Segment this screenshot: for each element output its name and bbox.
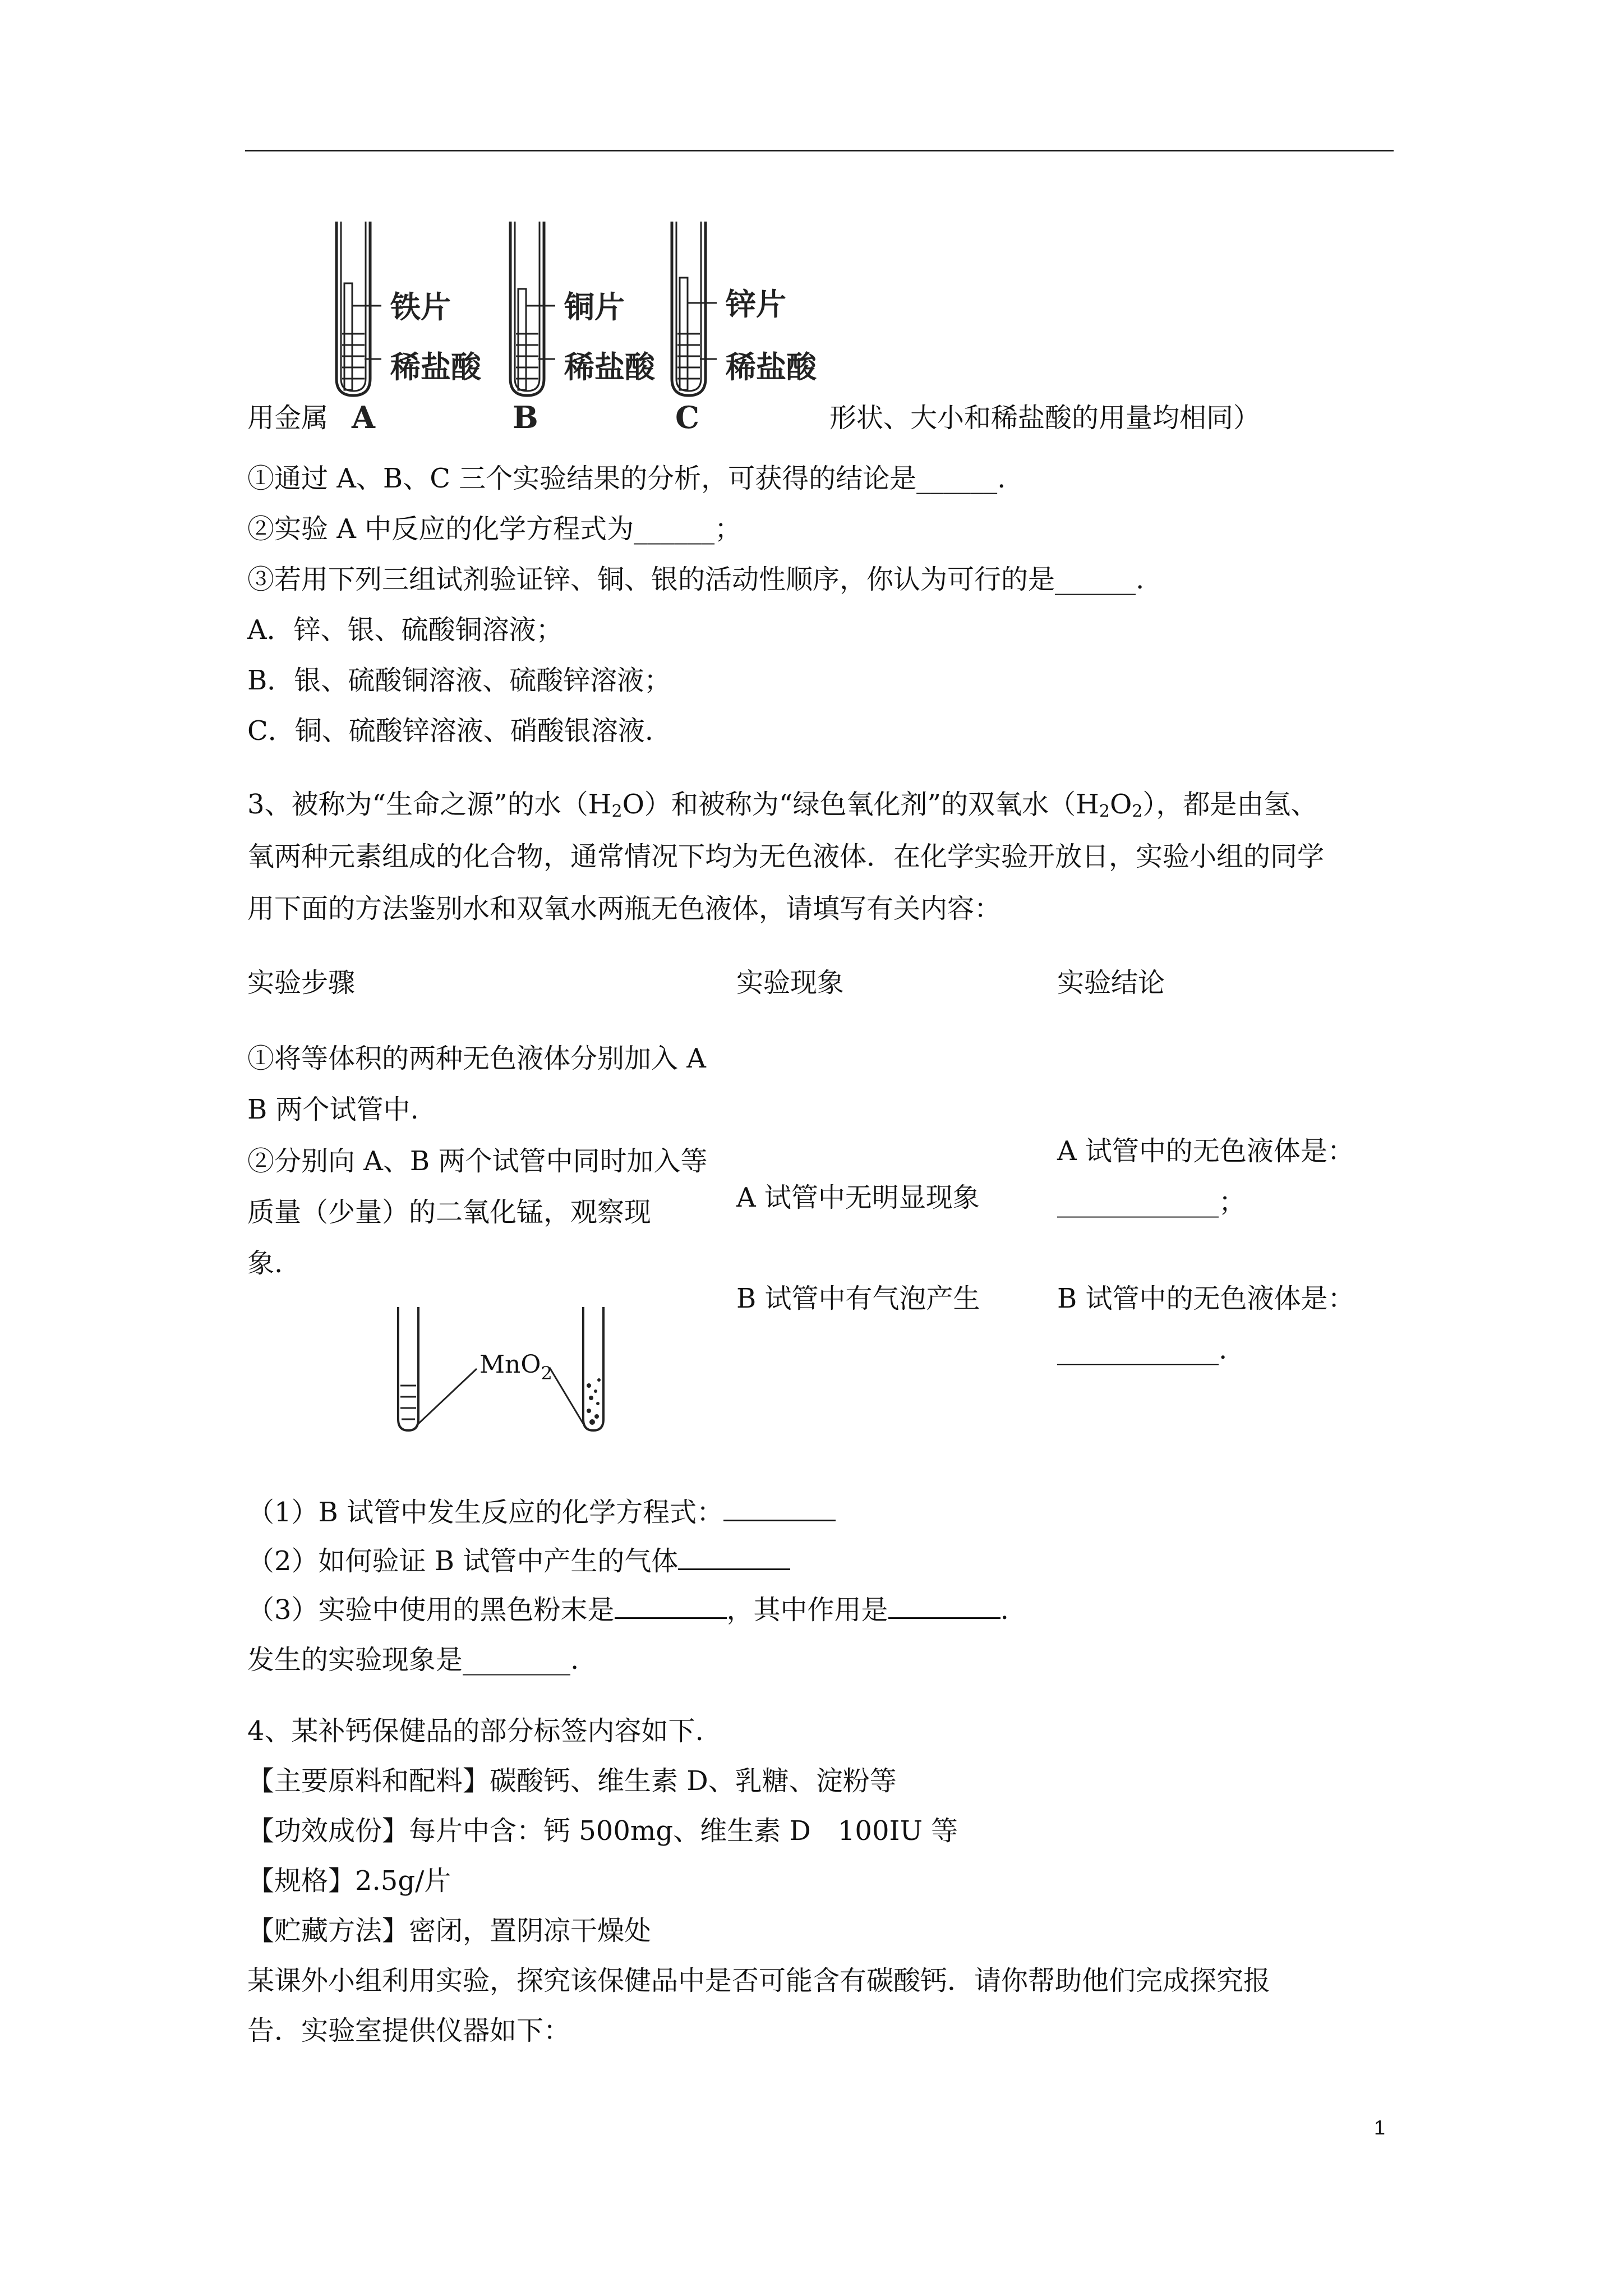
q2-option-b: B．银、硫酸铜溶液、硫酸锌溶液； — [247, 665, 671, 696]
conclusion-a: A 试管中的无色液体是： — [1057, 1135, 1354, 1167]
q2-line0-left: 用金属 — [247, 402, 329, 434]
label-zinc: 锌片 — [726, 287, 786, 322]
letter-c: C — [675, 399, 699, 435]
step-line-5: 象. — [247, 1248, 283, 1279]
sub-question-3: （3）实验中使用的黑色粉末是 ，其中作用是 . — [247, 1593, 1009, 1627]
sub-question-1: （1）B 试管中发生反应的化学方程式： — [247, 1495, 836, 1529]
q4-line2: 【主要原料和配料】碳酸钙、维生素 D、乳糖、淀粉等 — [247, 1765, 897, 1797]
label-acid-a: 稀盐酸 — [390, 349, 481, 385]
conclusion-b-blank: ____________. — [1057, 1334, 1228, 1365]
q4-line1: 4、某补钙保健品的部分标签内容如下. — [247, 1715, 704, 1747]
q4-line5: 【贮藏方法】密闭，置阴凉干燥处 — [247, 1915, 652, 1947]
step-line-2: B 两个试管中. — [247, 1094, 419, 1125]
page-number: 1 — [1374, 2116, 1386, 2139]
q2-line0-right: 形状、大小和稀盐酸的用量均相同） — [829, 402, 1261, 434]
q2-line3: ③若用下列三组试剂验证锌、铜、银的活动性顺序，你认为可行的是______. — [247, 564, 1145, 595]
observation-b: B 试管中有气泡产生 — [736, 1283, 980, 1314]
q4-line4: 【规格】2.5g/片 — [247, 1865, 451, 1897]
sub-question-2: （2）如何验证 B 试管中产生的气体 — [247, 1544, 790, 1578]
blank-3a[interactable] — [615, 1593, 727, 1619]
q2-option-c: C．铜、硫酸锌溶液、硝酸银溶液. — [247, 715, 653, 747]
q3-intro-line2: 氧两种元素组成的化合物，通常情况下均为无色液体．在化学实验开放日，实验小组的同学 — [247, 841, 1325, 872]
blank-2[interactable] — [678, 1544, 790, 1570]
header-observation: 实验现象 — [736, 967, 845, 999]
step-line-1: ①将等体积的两种无色液体分别加入 A — [247, 1043, 706, 1074]
q2-option-a: A．锌、银、硫酸铜溶液； — [247, 614, 563, 646]
label-acid-b: 稀盐酸 — [564, 349, 655, 385]
conclusion-b: B 试管中的无色液体是： — [1057, 1283, 1355, 1314]
letter-b: B — [513, 399, 538, 435]
header-steps: 实验步骤 — [247, 967, 356, 999]
label-copper: 铜片 — [564, 289, 625, 325]
label-iron: 铁片 — [390, 289, 451, 325]
mno2-label: MnO$_2$ — [479, 1350, 552, 1384]
q4-line6: 某课外小组利用实验，探究该保健品中是否可能含有碳酸钙．请你帮助他们完成探究报 — [247, 1965, 1271, 1996]
q3-intro-line3: 用下面的方法鉴别水和双氧水两瓶无色液体，请填写有关内容： — [247, 893, 1002, 924]
blank-1[interactable] — [723, 1495, 836, 1521]
q4-line7: 告．实验室提供仪器如下： — [247, 2015, 571, 2046]
sub-question-4: 发生的实验现象是________. — [247, 1644, 579, 1676]
q2-line1: ①通过 A、B、C 三个实验结果的分析，可获得的结论是______. — [247, 463, 1006, 494]
header-rule — [245, 150, 1394, 151]
step-line-4: 质量（少量）的二氧化锰，观察现 — [247, 1197, 652, 1228]
header-conclusion: 实验结论 — [1057, 967, 1165, 999]
observation-a: A 试管中无明显现象 — [736, 1182, 980, 1213]
step-line-3: ②分别向 A、B 两个试管中同时加入等 — [247, 1145, 708, 1177]
letter-a: A — [352, 399, 375, 435]
conclusion-a-blank: ____________； — [1057, 1186, 1246, 1218]
q2-line2: ②实验 A 中反应的化学方程式为______； — [247, 513, 742, 545]
q4-line3: 【功效成份】每片中含：钙 500mg、维生素 D 100IU 等 — [247, 1815, 958, 1847]
q3-intro-line1: 3、被称为“生命之源”的水$(H_2O)$和被称为“绿色氧化剂”的双氧水$(H_2O_2)$，都是由氢、 — [247, 789, 1318, 821]
label-acid-c: 稀盐酸 — [726, 349, 817, 385]
blank-3b[interactable] — [888, 1593, 1000, 1619]
